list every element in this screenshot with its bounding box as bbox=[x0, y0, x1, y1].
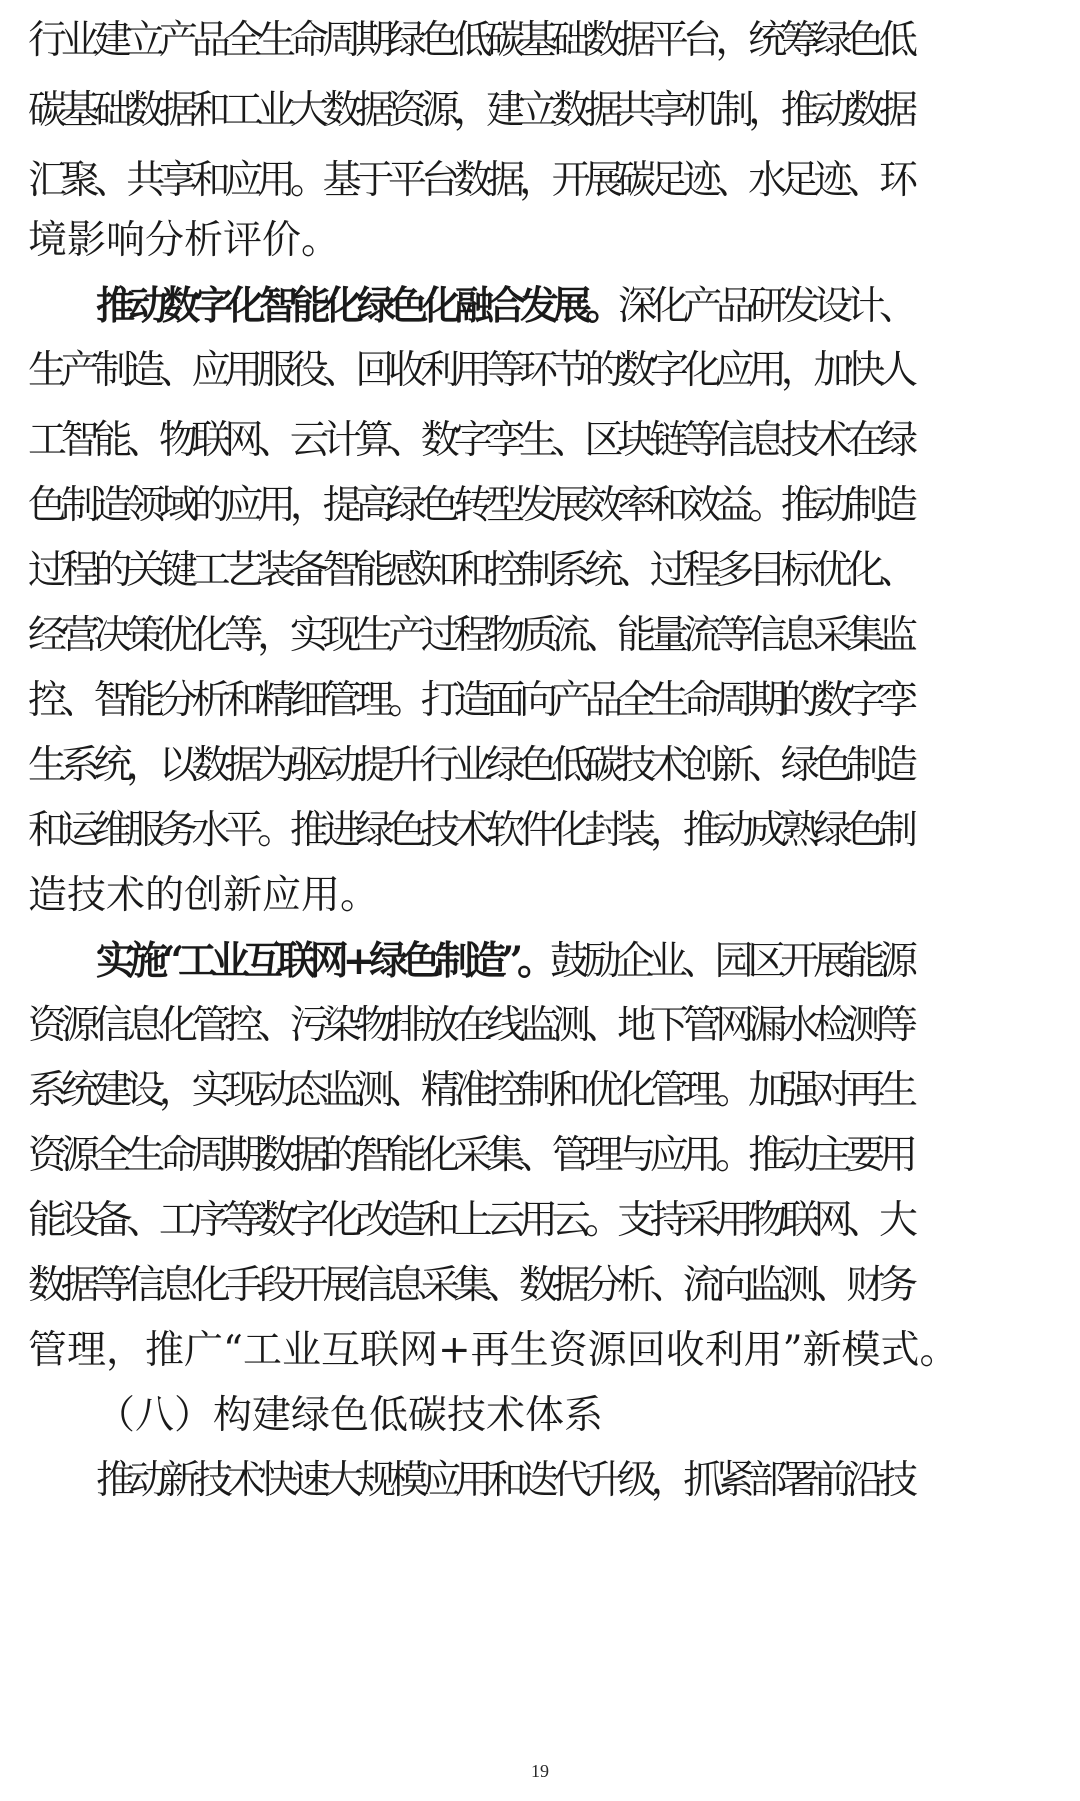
text-line bbox=[28, 1056, 1080, 1126]
bold-heading-text: 推动数字化智能化绿色化融合发展。 bbox=[96, 283, 618, 329]
text-line bbox=[28, 6, 1080, 76]
text-line bbox=[28, 536, 1080, 606]
text-line bbox=[28, 76, 1080, 146]
text-line bbox=[28, 206, 1080, 276]
body-text: 过程的关键工艺装备智能感知和控制系统、过程多目标优化、 bbox=[28, 548, 912, 593]
text-line bbox=[96, 1446, 1080, 1516]
body-text: 能设备、工序等数字化改造和上云用云。支持采用物联网、大 bbox=[28, 1198, 912, 1243]
text-line bbox=[28, 666, 1080, 736]
body-text: 经营决策优化等，实现生产过程物质流、能量流等信息采集监 bbox=[28, 613, 912, 658]
text-line bbox=[28, 991, 1080, 1061]
text-line bbox=[96, 1381, 1080, 1451]
body-text: 推动新技术快速大规模应用和迭代升级，抓紧部署前沿技 bbox=[96, 1458, 912, 1503]
text-line bbox=[28, 731, 1080, 801]
body-text: 汇聚、共享和应用。基于平台数据，开展碳足迹、水足迹、环 bbox=[28, 158, 912, 203]
body-text: 数据等信息化手段开展信息采集、数据分析、流向监测、财务 bbox=[28, 1263, 912, 1308]
body-text: 行业建立产品全生命周期绿色低碳基础数据平台，统筹绿色低 bbox=[28, 18, 912, 63]
body-text: 鼓励企业、园区开展能源 bbox=[550, 939, 912, 984]
text-line bbox=[28, 601, 1080, 671]
body-text: 工智能、物联网、云计算、数字孪生、区块链等信息技术在绿 bbox=[28, 418, 912, 463]
bold-heading-text: 实施“工业互联网+绿色制造”。 bbox=[96, 938, 551, 984]
body-text: 深化产品研发设计、 bbox=[617, 284, 912, 329]
text-line bbox=[28, 471, 1080, 541]
body-text: 控、智能分析和精细管理。打造面向产品全生命周期的数字孪 bbox=[28, 678, 912, 723]
text-line bbox=[28, 336, 1080, 406]
text-line bbox=[28, 406, 1080, 476]
body-text: 色制造领域的应用，提高绿色转型发展效率和效益。推动制造 bbox=[28, 483, 912, 528]
body-text: 和运维服务水平。推进绿色技术软件化封装，推动成熟绿色制 bbox=[28, 808, 912, 853]
text-line bbox=[28, 861, 1080, 931]
text-line bbox=[28, 1316, 1080, 1386]
text-line bbox=[96, 271, 1080, 341]
text-line bbox=[96, 926, 1080, 996]
page-number: 19 bbox=[531, 1761, 549, 1781]
text-line bbox=[28, 1251, 1080, 1321]
body-text: 碳基础数据和工业大数据资源，建立数据共享机制，推动数据 bbox=[28, 88, 912, 133]
body-text: 境影响分析评价。 bbox=[28, 218, 341, 263]
text-line bbox=[28, 1121, 1080, 1191]
body-text: 生产制造、应用服役、回收利用等环节的数字化应用，加快人 bbox=[28, 348, 912, 393]
body-text: 系统建设，实现动态监测、精准控制和优化管理。加强对再生 bbox=[28, 1068, 912, 1113]
body-text: 造技术的创新应用。 bbox=[28, 873, 380, 918]
body-text: 资源信息化管控、污染物排放在线监测、地下管网漏水检测等 bbox=[28, 1003, 912, 1048]
body-text: 资源全生命周期数据的智能化采集、管理与应用。推动主要用 bbox=[28, 1133, 912, 1178]
body-text: 生系统，以数据为驱动提升行业绿色低碳技术创新、绿色制造 bbox=[28, 743, 912, 788]
text-line bbox=[28, 1186, 1080, 1256]
body-text: 管理，推广“工业互联网+再生资源回收利用”新模式。 bbox=[28, 1328, 959, 1373]
body-text: （八）构建绿色低碳技术体系 bbox=[96, 1393, 604, 1438]
text-line bbox=[28, 796, 1080, 866]
